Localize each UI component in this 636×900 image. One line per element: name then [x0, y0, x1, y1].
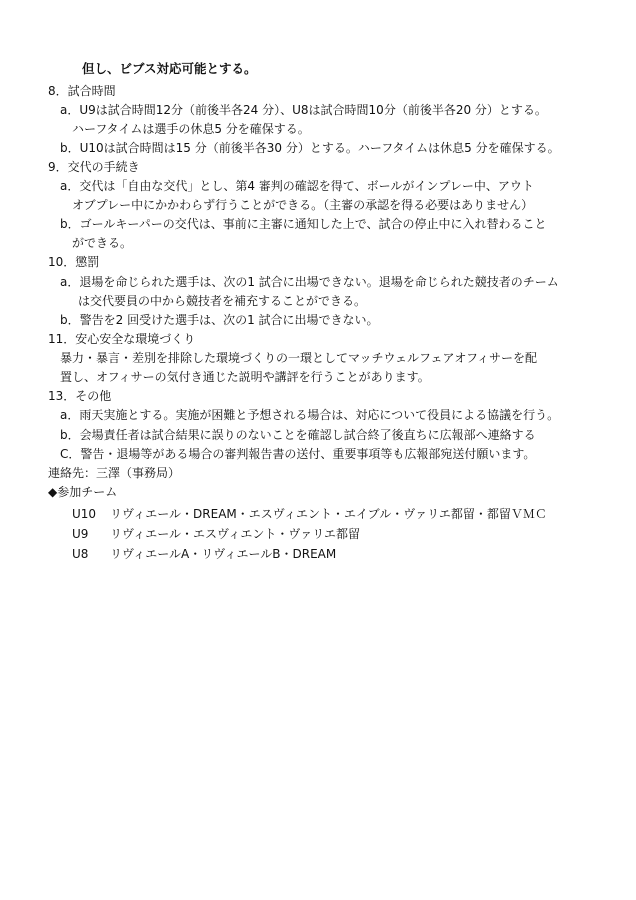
team-list: リヴィエールA・リヴィエールB・DREAM: [110, 547, 337, 561]
section-9-item-b-cont: ができる。: [72, 236, 133, 250]
section-11-heading: 11．安心安全な環境づくり: [48, 332, 196, 346]
section-9-item-a-cont: オブプレー中にかかわらず行うことができる。（主審の承認を得る必要はありません）: [72, 198, 534, 212]
section-13-item-c: C．警告・退場等がある場合の審判報告書の送付、重要事項等も広報部宛送付願います。: [60, 447, 536, 461]
team-code: U8: [72, 547, 89, 561]
team-list: リヴィエール・エスヴィエント・ヴァリエ都留: [110, 527, 360, 541]
section-11-text-cont: 置し、オフィサーの気付き通じた説明や講評を行うことがあります。: [60, 370, 430, 384]
section-9-item-a: a．交代は「自由な交代」とし、第4 審判の確認を得て、ボールがインプレー中、アウト: [60, 179, 534, 193]
section-13-item-b: b．会場責任者は試合結果に誤りのないことを確認し試合終了後直ちに広報部へ連絡する: [60, 428, 536, 442]
section-10-item-a-cont: は交代要員の中から競技者を補充することができる。: [78, 294, 367, 308]
section-8-heading: 8．試合時間: [48, 84, 116, 98]
team-row-u8: [72, 546, 336, 562]
section-13-item-a: a．雨天実施とする。実施が困難と予想される場合は、対応について役員による協議を行う。: [60, 408, 560, 422]
section-10-item-b: b．警告を2 回受けた選手は、次の1 試合に出場できない。: [60, 313, 379, 327]
team-code: U10: [72, 507, 97, 521]
team-row-u10: [72, 506, 547, 522]
section-8-item-a-cont: ハーフタイムは選手の休息5 分を確保する。: [72, 122, 310, 136]
bibs-note: 但し、ビブス対応可能とする。: [82, 61, 257, 76]
contact-line: 連絡先：三澤（事務局）: [48, 466, 181, 480]
section-8-item-a: a．U9は試合時間12分（前後半各24 分）、U8は試合時間10分（前後半各20 分）とする。: [60, 103, 547, 117]
section-11-text: 暴力・暴言・差別を排除した環境づくりの一環としてマッチウェルフェアオフィサーを配: [60, 351, 538, 365]
team-row-u9: [72, 526, 360, 542]
section-13-heading: 13．その他: [48, 389, 112, 403]
section-10-heading: 10．懲罰: [48, 255, 100, 269]
team-code: U9: [72, 527, 89, 541]
teams-heading: ◆参加チーム: [48, 485, 118, 499]
section-9-heading: 9．交代の手続き: [48, 160, 140, 174]
section-8-item-b: b．U10は試合時間は15 分（前後半各30 分）とする。ハーフタイムは休息5 分を確保する。: [60, 141, 560, 155]
team-list: リヴィエール・DREAM・エスヴィエント・エイブル・ヴァリエ都留・都留ＶＭＣ: [110, 507, 547, 521]
section-10-item-a: a．退場を命じられた選手は、次の1 試合に出場できない。退場を命じられた競技者のチーム: [60, 275, 559, 289]
section-9-item-b: b．ゴールキーパーの交代は、事前に主審に通知した上で、試合の停止中に入れ替わること: [60, 217, 547, 231]
